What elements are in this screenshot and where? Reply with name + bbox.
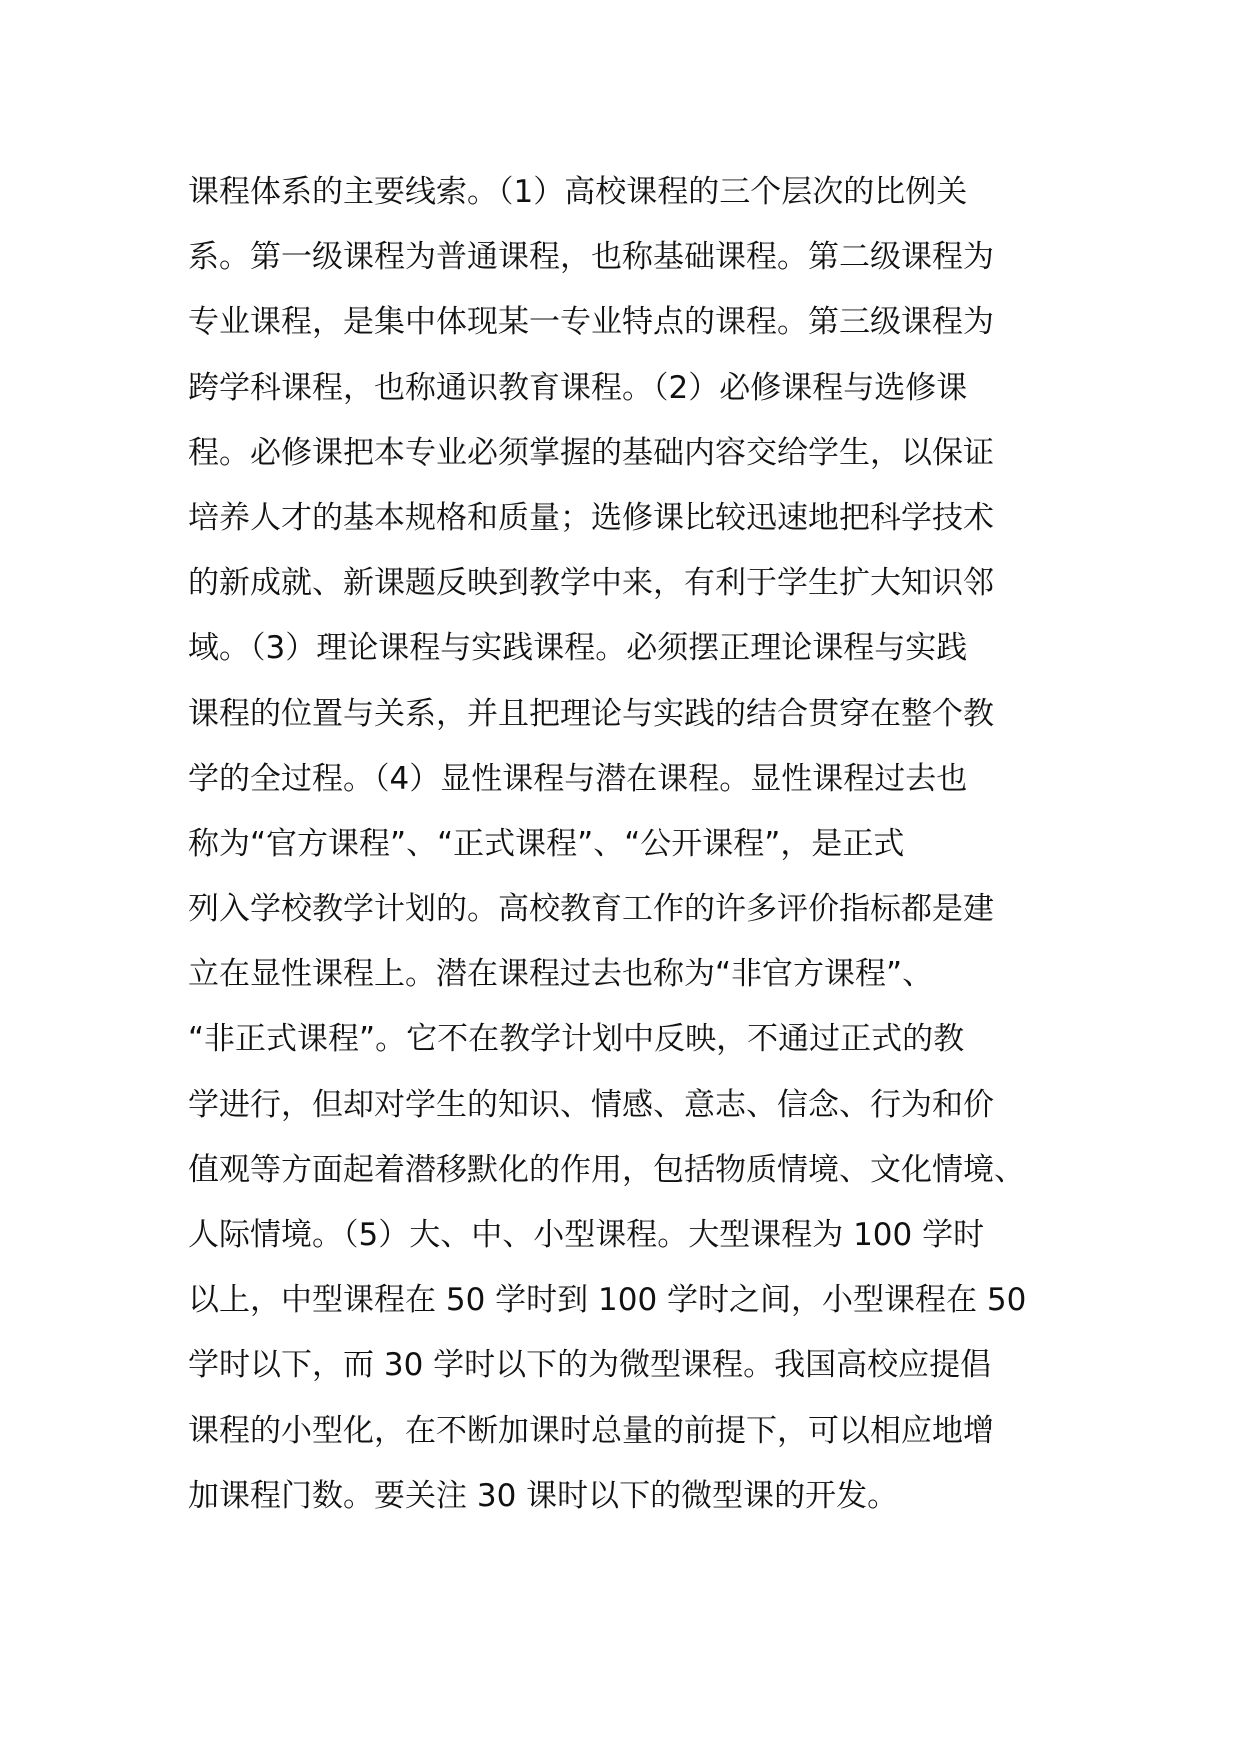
text-line: 专业课程，是集中体现某一专业特点的课程。第三级课程为 <box>188 304 994 341</box>
text-line: 课程体系的主要线索。（1）高校课程的三个层次的比例关 <box>188 174 968 210</box>
text-line: 学进行，但却对学生的知识、情感、意志、信念、行为和价 <box>188 1086 994 1123</box>
text-line: 系。第一级课程为普通课程，也称基础课程。第二级课程为 <box>188 239 994 276</box>
text-line: 的新成就、新课题反映到教学中来，有利于学生扩大知识邻 <box>188 565 994 602</box>
text-line: “非正式课程”。它不在教学计划中反映，不通过正式的教 <box>188 1021 965 1058</box>
text-line: 值观等方面起着潜移默化的作用，包括物质情境、文化情境、 <box>188 1151 1025 1188</box>
text-line: 称为“官方课程”、“正式课程”、“公开课程”，是正式 <box>188 825 905 862</box>
text-line: 程。必修课把本专业必须掌握的基础内容交给学生，以保证 <box>188 434 994 471</box>
text-line: 人际情境。（5）大、中、小型课程。大型课程为 100 学时 <box>188 1217 985 1253</box>
text-line: 加课程门数。要关注 30 课时以下的微型课的开发。 <box>188 1477 899 1514</box>
text-line: 域。（3）理论课程与实践课程。必须摆正理论课程与实践 <box>188 630 968 667</box>
text-line: 立在显性课程上。潜在课程过去也称为“非官方课程”、 <box>188 956 934 993</box>
text-line: 以上，中型课程在 50 学时到 100 学时之间，小型课程在 50 <box>188 1282 1027 1319</box>
text-line: 课程的小型化，在不断加课时总量的前提下，可以相应地增 <box>188 1412 994 1449</box>
text-line: 培养人才的基本规格和质量；选修课比较迅速地把科学技术 <box>188 499 994 536</box>
text-line: 学的全过程。（4）显性课程与潜在课程。显性课程过去也 <box>188 760 968 797</box>
body-text <box>188 160 1068 1529</box>
text-line: 课程的位置与关系，并且把理论与实践的结合贯穿在整个教 <box>188 695 994 732</box>
text-line: 跨学科课程，也称通识教育课程。（2）必修课程与选修课 <box>188 369 968 406</box>
text-line: 学时以下，而 30 学时以下的为微型课程。我国高校应提倡 <box>188 1347 992 1384</box>
text-line: 列入学校教学计划的。高校教育工作的许多评价指标都是建 <box>188 891 994 928</box>
